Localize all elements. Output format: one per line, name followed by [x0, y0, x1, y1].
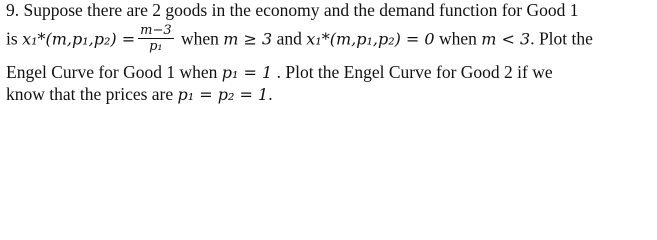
price-condition-2: p₁ = p₂ = 1 — [177, 85, 269, 104]
text-segment: know that the prices are — [6, 84, 178, 104]
demand-fraction — [138, 24, 174, 53]
fraction-numerator: m−3 — [140, 23, 172, 38]
problem-text — [0, 0, 657, 111]
text-segment: when — [176, 28, 224, 49]
demand-function-zero: x₁*(m,p₁,p₂) = 0 — [306, 29, 435, 49]
condition-m-lt-3: m < 3 — [481, 29, 531, 49]
text-segment: is — [6, 28, 23, 49]
fraction-denominator: p₁ — [149, 39, 163, 54]
demand-function-lhs: x₁*(m,p₁,p₂) = — [22, 29, 136, 49]
text-segment: . Plot the — [530, 28, 593, 49]
text-segment: . Plot the Engel Curve for Good 2 if we — [272, 62, 553, 82]
price-condition-1: p₁ = 1 — [221, 63, 273, 82]
text-segment: Engel Curve for Good 1 when — [6, 62, 222, 82]
text-segment: when — [434, 28, 482, 49]
problem-line-4 — [6, 84, 273, 105]
condition-m-geq-3: m ≥ 3 — [223, 29, 273, 49]
problem-line-1: 9. Suppose there are 2 goods in the economy and the demand function for Good 1 — [6, 0, 579, 20]
problem-line-2 — [6, 23, 593, 55]
problem-line-3 — [6, 62, 553, 83]
text-segment: . — [268, 84, 273, 104]
text-segment: and — [272, 28, 307, 49]
